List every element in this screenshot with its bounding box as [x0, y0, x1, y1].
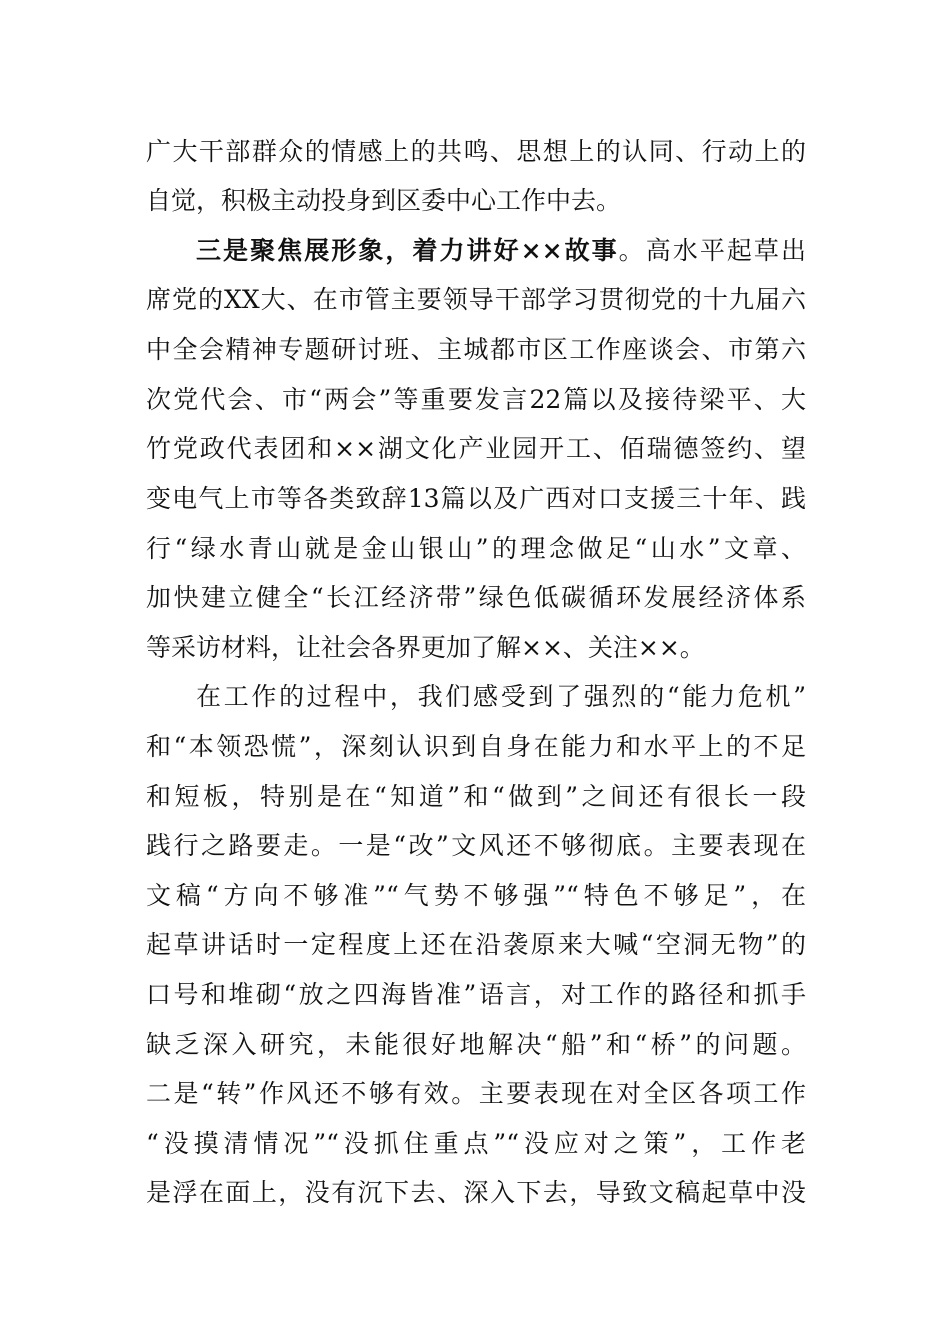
- text-line: [196, 231, 806, 271]
- text-line: 席党的XX大、在市管主要领导干部学习贯彻党的十九届六: [146, 285, 806, 314]
- text-line: 广大干部群众的情感上的共鸣、思想上的认同、行动上的: [146, 137, 806, 166]
- text-run: 。高水平起草出: [618, 236, 806, 265]
- text-line: 加快建立健全“长江经济带”绿色低碳循环发展经济体系: [146, 583, 806, 612]
- text-line: 是浮在面上，没有沉下去、深入下去，导致文稿起草中没: [146, 1178, 806, 1207]
- text-line: 在工作的过程中，我们感受到了强烈的“能力危机”: [196, 682, 806, 711]
- text-line: 起草讲话时一定程度上还在沿袭原来大喊“空洞无物”的: [146, 930, 806, 959]
- text-line: 等采访材料，让社会各界更加了解××、关注××。: [146, 633, 705, 662]
- text-line: 行“绿水青山就是金山银山”的理念做足“山水”文章、: [146, 534, 806, 563]
- text-line: 次党代会、市“两会”等重要发言22篇以及接待梁平、大: [146, 385, 806, 414]
- text-line: “没摸清情况”“没抓住重点”“没应对之策”，工作老: [146, 1129, 806, 1158]
- text-line: 文稿“方向不够准”“气势不够强”“特色不够足”，在: [146, 881, 806, 910]
- text-line: 竹党政代表团和××湖文化产业园开工、佰瑞德签约、望: [146, 434, 806, 463]
- text-line: 口号和堆砌“放之四海皆准”语言，对工作的路径和抓手: [146, 980, 806, 1009]
- text-line: 和“本领恐慌”，深刻认识到自身在能力和水平上的不足: [146, 732, 806, 761]
- text-line: 和短板，特别是在“知道”和“做到”之间还有很长一段: [146, 782, 806, 811]
- text-line: 二是“转”作风还不够有效。主要表现在对全区各项工作: [146, 1079, 806, 1108]
- text-line: 变电气上市等各类致辞13篇以及广西对口支援三十年、践: [146, 484, 806, 513]
- section-heading: 三是聚焦展形象，着力讲好××故事: [196, 236, 619, 265]
- text-line: 缺乏深入研究，未能很好地解决“船”和“桥”的问题。: [146, 1030, 806, 1059]
- text-line: 践行之路要走。一是“改”文风还不够彻底。主要表现在: [146, 831, 806, 860]
- text-line: 自觉，积极主动投身到区委中心工作中去。: [146, 186, 622, 215]
- text-line: 中全会精神专题研讨班、主城都市区工作座谈会、市第六: [146, 335, 806, 364]
